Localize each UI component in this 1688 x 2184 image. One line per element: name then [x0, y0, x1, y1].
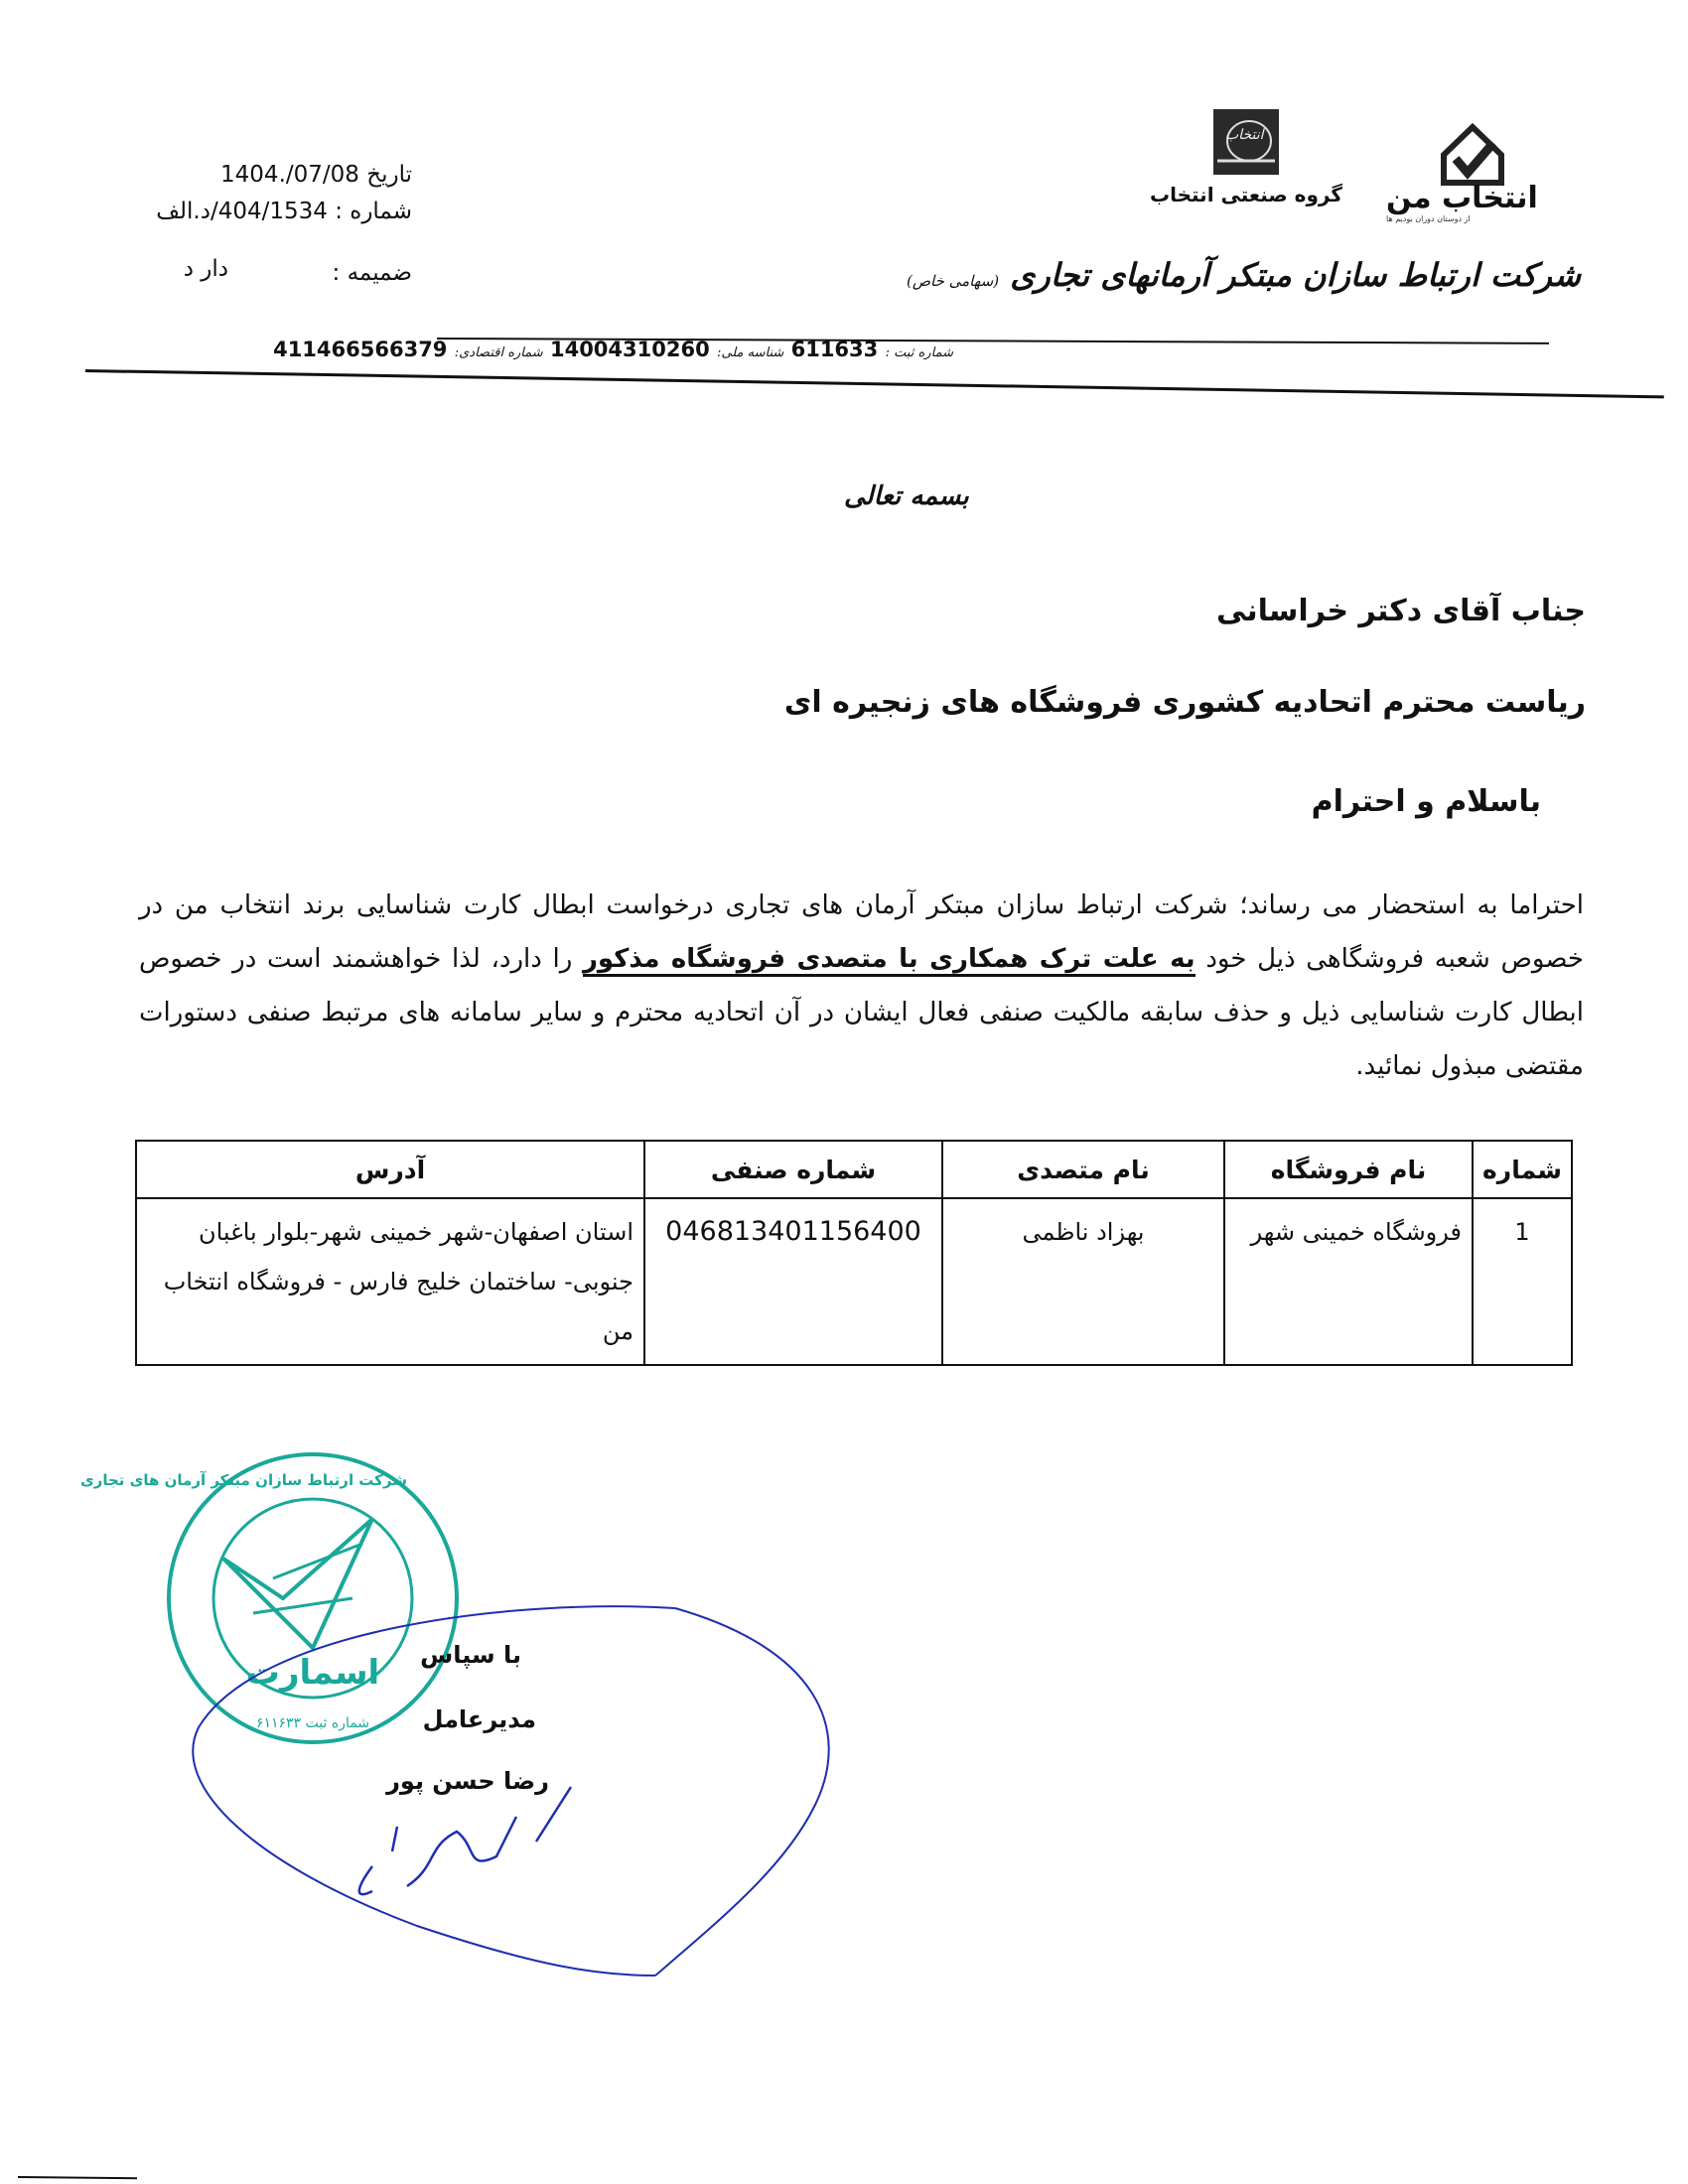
recipient-name: جناب آقای دکتر خراسانی	[1216, 594, 1586, 628]
economic-code-value: 411466566379	[273, 338, 448, 361]
group-logo-text: انتخاب	[1225, 127, 1264, 143]
number-value: 404/1534/د.الف	[156, 199, 328, 224]
table-header-row	[136, 1141, 1572, 1198]
stamp-center-text: اسمارت	[245, 1653, 380, 1693]
bottom-edge-rule	[18, 2176, 137, 2179]
registration-line	[273, 338, 953, 361]
col-manager-name: نام متصدی	[942, 1141, 1224, 1198]
signer-position: مدیرعامل	[422, 1706, 536, 1733]
cell-address: استان اصفهان-شهر خمینی شهر-بلوار باغبان جنوبی- ساختمان خلیج فارس - فروشگاه انتخاب من	[136, 1198, 644, 1365]
stamp-ring-text: شرکت ارتباط سازان مبتکر آرمان های تجاری	[79, 1471, 407, 1489]
reg-label: شماره ثبت :	[885, 345, 953, 360]
body-part1: احتراما به استحضار می رساند؛ شرکت ارتباط سازان مبتکر آرمان های تجاری درخواست ابطال کارت شناسایی برند انتخاب من در خصوص شعبه فروشگاهی ذیل خود	[139, 890, 1584, 974]
invocation: بسمه تعالی	[844, 481, 969, 511]
cell-number: 1	[1473, 1198, 1572, 1365]
stamp-seal-icon	[79, 1449, 462, 1747]
group-logo	[1213, 109, 1279, 175]
body-emphasis: به علت ترک همکاری با متصدی فروشگاه مذکور	[583, 944, 1196, 977]
company-name: شرکت ارتباط سازان مبتکر آرمانهای تجاری	[1010, 256, 1581, 294]
cell-guild-number: 046813401156400	[644, 1198, 942, 1365]
attachment-label: ضمیمه :	[332, 260, 412, 286]
brand-name: انتخاب من	[1386, 181, 1538, 215]
store-table	[135, 1140, 1573, 1366]
header-rule-bottom	[85, 369, 1664, 398]
cell-store-name: فروشگاه خمینی شهر	[1224, 1198, 1473, 1365]
col-address: آدرس	[136, 1141, 644, 1198]
col-number: شماره	[1473, 1141, 1572, 1198]
greeting: باسلام و احترام	[1311, 784, 1541, 819]
col-guild-number: شماره صنفی	[644, 1141, 942, 1198]
date-label: تاریخ	[366, 162, 412, 188]
date-line	[220, 162, 412, 188]
signer-name: رضا حسن پور	[386, 1767, 549, 1795]
closing: با سپاس	[420, 1641, 521, 1669]
reg-value: 611633	[790, 338, 879, 361]
letter-body	[139, 879, 1584, 1093]
group-name: گروه صنعتی انتخاب	[1150, 183, 1342, 206]
national-id-value: 14004310260	[549, 338, 710, 361]
recipient-title: ریاست محترم اتحادیه کشوری فروشگاه های زنجیره ای	[783, 685, 1586, 720]
economic-code-label: شماره اقتصادی:	[454, 345, 543, 360]
cell-manager-name: بهزاد ناظمی	[942, 1198, 1224, 1365]
national-id-label: شناسه ملی:	[717, 345, 784, 360]
table-row	[136, 1198, 1572, 1365]
brand-logo	[1438, 119, 1507, 189]
attachment-value: دار د	[183, 256, 228, 282]
date-value: 1404./07/08	[220, 162, 359, 188]
company-name-line	[907, 256, 1581, 294]
company-type: (سهامی خاص)	[907, 272, 1000, 290]
brand-house-check-icon	[1438, 119, 1507, 189]
brand-tagline: از دوستان دوران بودیم ها	[1386, 214, 1471, 223]
number-line	[156, 199, 412, 224]
number-label: شماره :	[335, 199, 412, 224]
stamp-reg-text: شماره ثبت ۶۱۱۶۳۳	[255, 1715, 370, 1731]
body-part2: را دارد، لذا خواهشمند است در خصوص ابطال کارت شناسایی ذیل و حذف سابقه مالکیت صنفی فعال ایشان در آن اتحادیه محترم و سایر سامانه های مرتبط صنفی دستورات مقتضی مبذول نمائید.	[139, 944, 1584, 1081]
company-stamp	[79, 1449, 462, 1747]
col-store-name: نام فروشگاه	[1224, 1141, 1473, 1198]
